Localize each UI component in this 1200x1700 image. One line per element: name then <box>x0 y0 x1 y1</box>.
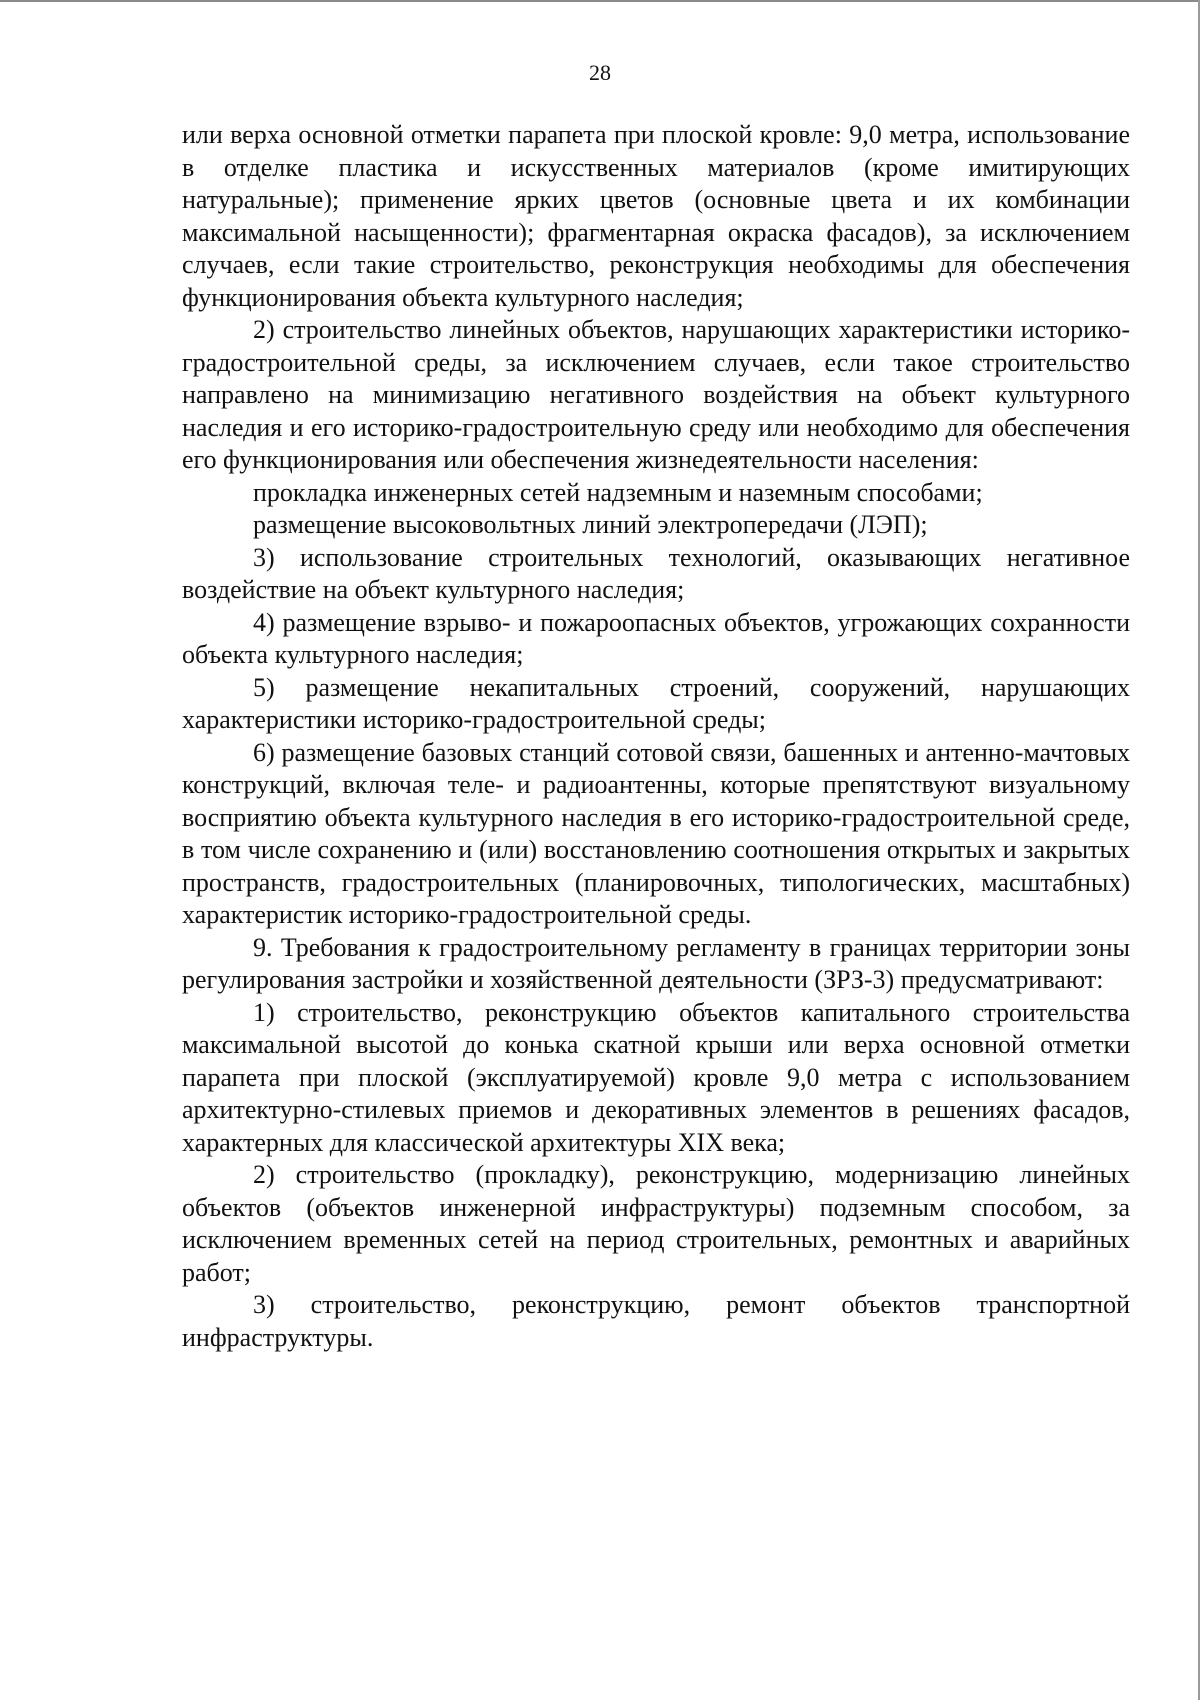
list-item: 2) строительство (прокладку), реконструкцию, модернизацию линейных объектов (объектов инженерной инфраструктуры) подземным способом, за исключением временных сетей на период строительных, ремонтных и аварийных работ; <box>182 1160 1130 1287</box>
document-body <box>182 119 1130 1354</box>
top-border <box>0 0 1200 2</box>
paragraph-continuation: или верха основной отметки парапета при плоской кровле: 9,0 метра, использование в отделке пластика и искусственных материалов (кроме имитирующих натуральные); применение ярких цветов (основные цвета и их комбинации максимальной насыщенности); фрагментарная окраска фасадов), за исключением случаев, если такие строительство, реконструкция необходимы для обеспечения функционирования объекта культурного наследия; <box>182 120 1130 312</box>
section-paragraph: 9. Требования к градостроительному регламенту в границах территории зоны регулирования застройки и хозяйственной деятельности (ЗРЗ-3) предусматривают: <box>182 932 1130 994</box>
list-item: 3) строительство, реконструкцию, ремонт объектов транспортной инфраструктуры. <box>182 1290 1130 1352</box>
list-item: 1) строительство, реконструкцию объектов капитального строительства максимальной высотой до конька скатной крыши или верха основной отметки парапета при плоской (эксплуатируемой) кровле 9,0 метра с использованием архитектурно-стилевых приемов и декоративных элементов в решениях фасадов, характерных для классической архитектуры XIX века; <box>182 997 1130 1157</box>
list-item: 4) размещение взрыво- и пожароопасных объектов, угрожающих сохранности объекта культурного наследия; <box>182 607 1130 669</box>
list-item: 5) размещение некапитальных строений, сооружений, нарушающих характеристики историко-градостроительной среды; <box>182 672 1130 734</box>
list-item: 2) строительство линейных объектов, нарушающих характеристики историко-градостроительной среды, за исключением случаев, если такое строительство направлено на минимизацию негативного воздействия на объект культурного наследия и его историко-градостроительную среду или необходимо для обеспечения его функционирования или обеспечения жизнедеятельности населения: <box>182 315 1130 474</box>
page-number: 28 <box>589 60 611 85</box>
list-item: размещение высоковольтных линий электропередачи (ЛЭП); <box>253 510 928 539</box>
list-item: 3) использование строительных технологий, оказывающих негативное воздействие на объект культурного наследия; <box>182 542 1130 604</box>
list-item: прокладка инженерных сетей надземным и наземным способами; <box>253 477 983 507</box>
list-item: 6) размещение базовых станций сотовой связи, башенных и антенно-мачтовых конструкций, включая теле- и радиоантенны, которые препятствуют визуальному восприятию объекта культурного наследия в его историко-градостроительной среде, в том числе сохранению и (или) восстановлению соотношения открытых и закрытых пространств, градостроительных (планировочных, типологических, масштабных) характеристик историко-градостроительной среды. <box>182 737 1130 929</box>
